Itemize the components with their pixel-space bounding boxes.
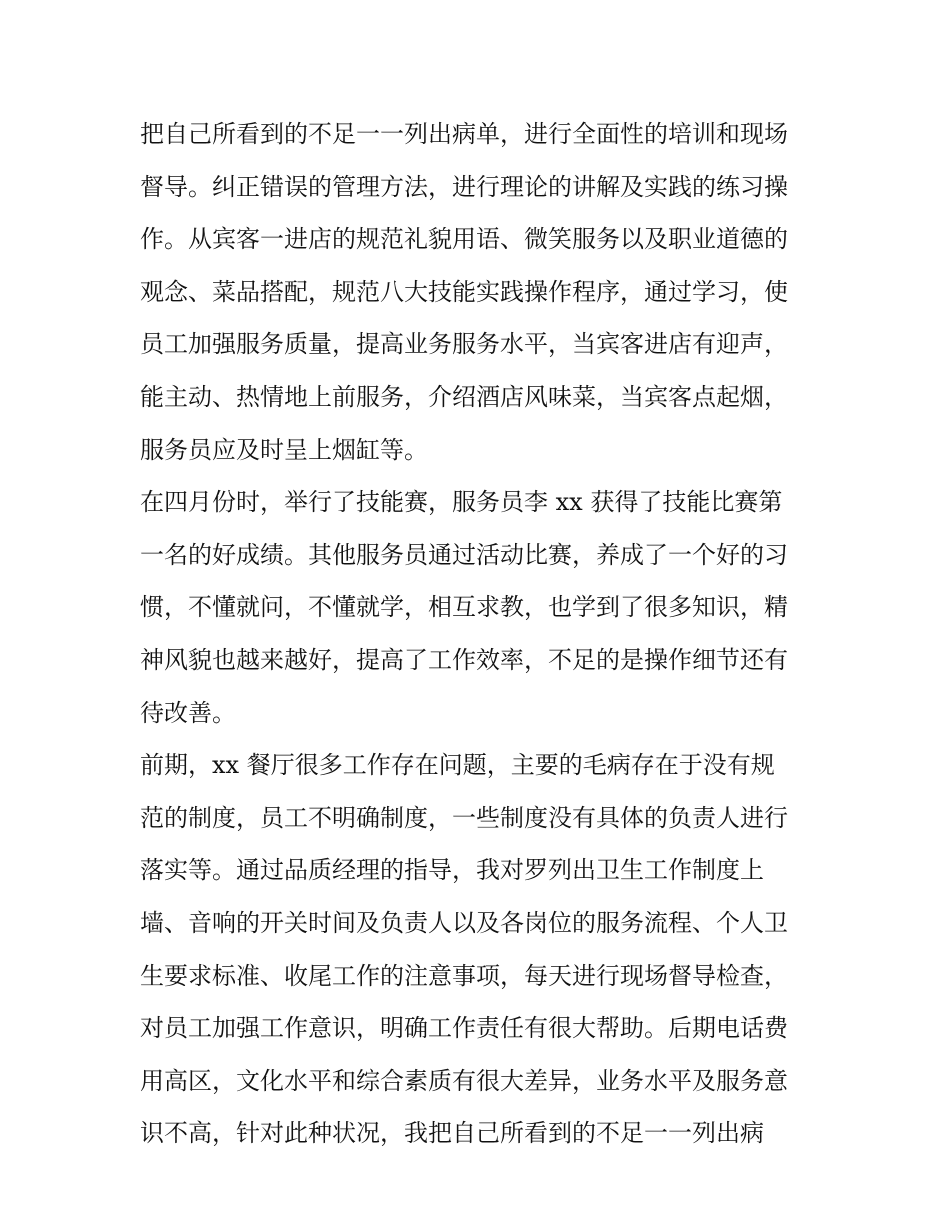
text-line: 范的制度，员工不明确制度，一些制度没有具体的负责人进行 bbox=[140, 803, 788, 832]
text-line: 墙、音响的开关时间及负责人以及各岗位的服务流程、个人卫 bbox=[140, 908, 788, 937]
text-line: 生要求标准、收尾工作的注意事项，每天进行现场督导检查， bbox=[140, 961, 788, 990]
text-line: 落实等。通过品质经理的指导，我对罗列出卫生工作制度上 bbox=[140, 856, 764, 885]
text-line: 观念、菜品搭配，规范八大技能实践操作程序，通过学习，使 bbox=[140, 277, 788, 306]
text-line: 在四月份时，举行了技能赛，服务员李 xx 获得了技能比赛第 bbox=[140, 488, 783, 517]
text-line: 对员工加强工作意识，明确工作责任有很大帮助。后期电话费 bbox=[140, 1014, 788, 1043]
text-line: 作。从宾客一进店的规范礼貌用语、微笑服务以及职业道德的 bbox=[140, 225, 788, 254]
text-line: 神风貌也越来越好，提高了工作效率，不足的是操作细节还有 bbox=[140, 645, 788, 674]
document-body bbox=[140, 108, 812, 1160]
text-line: 能主动、热情地上前服务，介绍酒店风味菜，当宾客点起烟， bbox=[140, 382, 788, 411]
text-line: 服务员应及时呈上烟缸等。 bbox=[140, 435, 428, 464]
text-line: 用高区，文化水平和综合素质有很大差异，业务水平及服务意 bbox=[140, 1066, 788, 1095]
text-line: 识不高，针对此种状况，我把自己所看到的不足一一列出病 bbox=[140, 1119, 764, 1148]
text-line: 一名的好成绩。其他服务员通过活动比赛，养成了一个好的习 bbox=[140, 540, 788, 569]
text-line: 把自己所看到的不足一一列出病单，进行全面性的培训和现场 bbox=[140, 120, 788, 148]
text-line: 待改善。 bbox=[140, 698, 236, 727]
text-line: 督导。纠正错误的管理方法，进行理论的讲解及实践的练习操 bbox=[140, 172, 788, 201]
text-line: 员工加强服务质量，提高业务服务水平，当宾客进店有迎声， bbox=[140, 330, 788, 359]
text-line: 前期，xx 餐厅很多工作存在问题，主要的毛病存在于没有规 bbox=[140, 751, 775, 780]
text-line: 惯，不懂就问，不懂就学，相互求教，也学到了很多知识，精 bbox=[140, 593, 788, 622]
